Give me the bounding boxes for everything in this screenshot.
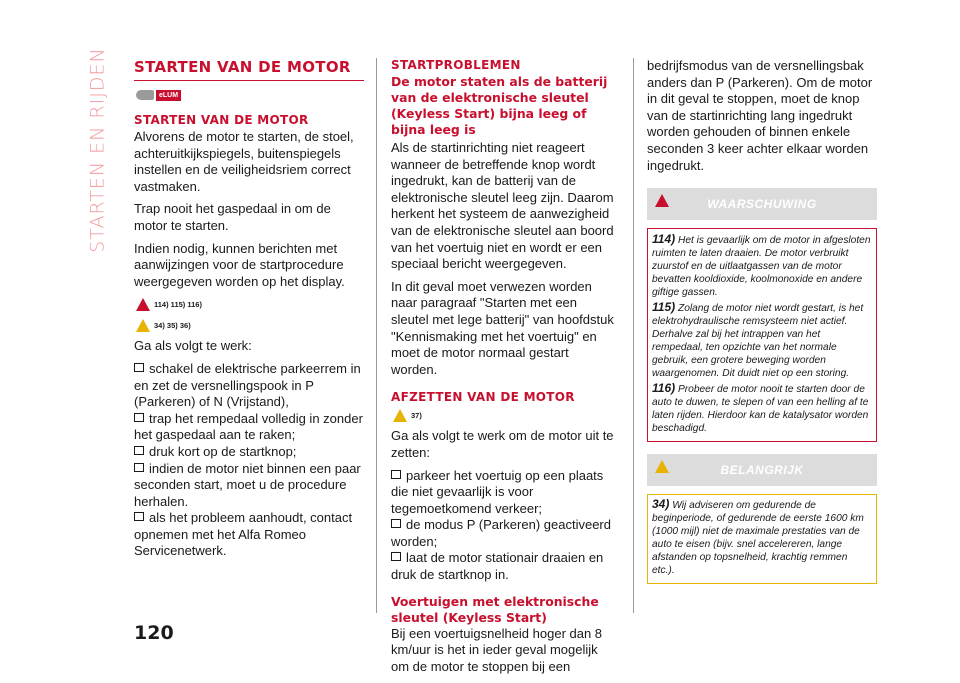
section-heading: STARTEN VAN DE MOTOR <box>134 58 364 81</box>
paragraph: Trap nooit het gaspedaal in om de motor te starten. <box>134 201 331 233</box>
paragraph: Indien nodig, kunnen berichten met aanwijzingen voor de startprocedure weergegeven worden op het display. <box>134 240 345 289</box>
warning-triangle-icon <box>136 298 150 311</box>
important-note: 34) Wij adviseren om gedurende de beginperiode, of gedurende de eerste 1600 km (1000 mijl) niet de maximale prestaties van de auto te eisen (bijv. snel accelereren, lange afstanden op topsnelheid, krachtig remmen etc.). <box>652 497 864 577</box>
page-number: 120 <box>134 622 174 644</box>
warning-refs <box>136 296 364 312</box>
important-refs <box>393 407 618 423</box>
important-title: BELANGRIJK <box>720 463 804 478</box>
headlight-icon <box>136 90 154 100</box>
warning-note: 115) Zolang de motor niet wordt gestart, is het elektrohydraulische remsysteem niet actief. Derhalve zal bij het intrappen van het rempedaal, ten opzichte van het normale gebruik, een grotere beweging worden waargenomen. Dit duidt niet op een storing. <box>652 300 864 380</box>
column-right <box>647 58 877 584</box>
important-ref-numbers: 34) 35) 36) <box>154 320 191 330</box>
paragraph: Ga als volgt te werk: <box>134 338 252 354</box>
column-divider <box>376 58 377 613</box>
important-triangle-icon <box>655 460 669 473</box>
list-item: parkeer het voertuig op een plaats die niet gevaarlijk is voor tegemoetkomend verkeer; <box>391 467 604 516</box>
bullet-box-icon <box>134 512 144 521</box>
paragraph: In dit geval moet verwezen worden naar paragraaf "Starten met een sleutel met lege batterij" van hoofdstuk "Kennismaking met het voertuig" en moet de motor normaal gestart worden. <box>391 278 614 377</box>
bullet-box-icon <box>391 519 401 528</box>
paragraph: Als de startinrichting niet reageert wanneer de betreffende knop wordt ingedrukt, kan de batterij van de elektronische sleutel leeg zijn. Daarom herkent het systeem de aanwezigheid van de elektronische sleutel aan boord van het voertuig niet en wordt er een speciaal bericht weergegeven. <box>391 140 614 272</box>
list-item: de modus P (Parkeren) geactiveerd worden; <box>391 517 611 549</box>
paragraph: Bij een voertuigsnelheid hoger dan 8 km/uur is het in ieder geval mogelijk om de motor te stoppen bij een <box>391 625 603 674</box>
warning-note: 116) Probeer de motor nooit te starten door de auto te duwen, te slepen of van een helling af te laten rijden. Hierdoor kan de katalysator worden beschadigd. <box>652 381 869 435</box>
important-refs <box>136 317 364 333</box>
important-ref-numbers: 37) <box>411 410 422 420</box>
bullet-box-icon <box>134 363 144 372</box>
section-heading-stop: AFZETTEN VAN DE MOTOR <box>391 390 575 405</box>
column-middle <box>391 58 618 681</box>
warning-note: 114) Het is gevaarlijk om de motor in afgesloten ruimten te laten draaien. De motor verbruikt zuurstof en de uitlaatgassen van de motor bevatten kooldioxide, koolmonoxide en andere giftige gassen. <box>652 232 871 299</box>
subsection-heading-keyless: Voertuigen met elektronische sleutel (Keyless Start) <box>391 593 599 625</box>
warning-triangle-icon <box>655 194 669 207</box>
list-item: laat de motor stationair draaien en druk de startknop in. <box>391 550 604 583</box>
subsection-heading: De motor staten als de batterij van de elektronische sleutel (Keyless Start) bijna leeg of bijna leeg is <box>391 74 608 137</box>
important-triangle-icon <box>393 409 407 422</box>
elum-tag: eLUM <box>156 90 181 101</box>
paragraph: Ga als volgt te werk om de motor uit te zetten: <box>391 428 614 460</box>
chapter-side-tab <box>87 47 110 253</box>
list-item: druk kort op de startknop; <box>134 444 364 461</box>
list-item: trap het rempedaal volledig in zonder het gaspedaal aan te raken; <box>134 410 363 443</box>
bullet-box-icon <box>134 446 144 455</box>
list-item: als het probleem aanhoudt, contact opnemen met het Alfa Romeo Servicenetwerk. <box>134 510 353 559</box>
list-item: schakel de elektrische parkeerrem in en zet de versnellingspook in P (Parkeren) of N (Vrijstand), <box>134 360 361 410</box>
column-divider <box>633 58 634 613</box>
subsection-heading: STARTEN VAN DE MOTOR <box>134 113 309 127</box>
warning-box <box>647 228 877 442</box>
elum-badge <box>136 87 364 103</box>
important-header <box>647 454 877 486</box>
section-heading: STARTPROBLEMEN <box>391 58 521 72</box>
paragraph: bedrijfsmodus van de versnellingsbak anders dan P (Parkeren). Om de motor in dit geval te stoppen, moet de knop van de startinrichting lang ingedrukt worden gehouden of binnen enkele seconden 3 keer achter elkaar worden ingedrukt. <box>647 58 873 173</box>
bullet-box-icon <box>134 463 144 472</box>
paragraph: Alvorens de motor te starten, de stoel, achteruitkijkspiegels, buitenspiegels instellen en de veiligheidsriem correct vastmaken. <box>134 129 354 194</box>
warning-ref-numbers: 114) 115) 116) <box>154 299 202 309</box>
chapter-title: STARTEN EN RIJDEN <box>87 47 110 253</box>
bullet-box-icon <box>391 552 401 561</box>
warning-header <box>647 188 877 220</box>
list-item: indien de motor niet binnen een paar seconden start, moet u de procedure herhalen. <box>134 460 361 509</box>
column-left <box>134 58 364 560</box>
bullet-box-icon <box>391 470 401 479</box>
warning-title: WAARSCHUWING <box>707 197 817 212</box>
important-box <box>647 494 877 584</box>
bullet-box-icon <box>134 413 144 422</box>
important-triangle-icon <box>136 319 150 332</box>
